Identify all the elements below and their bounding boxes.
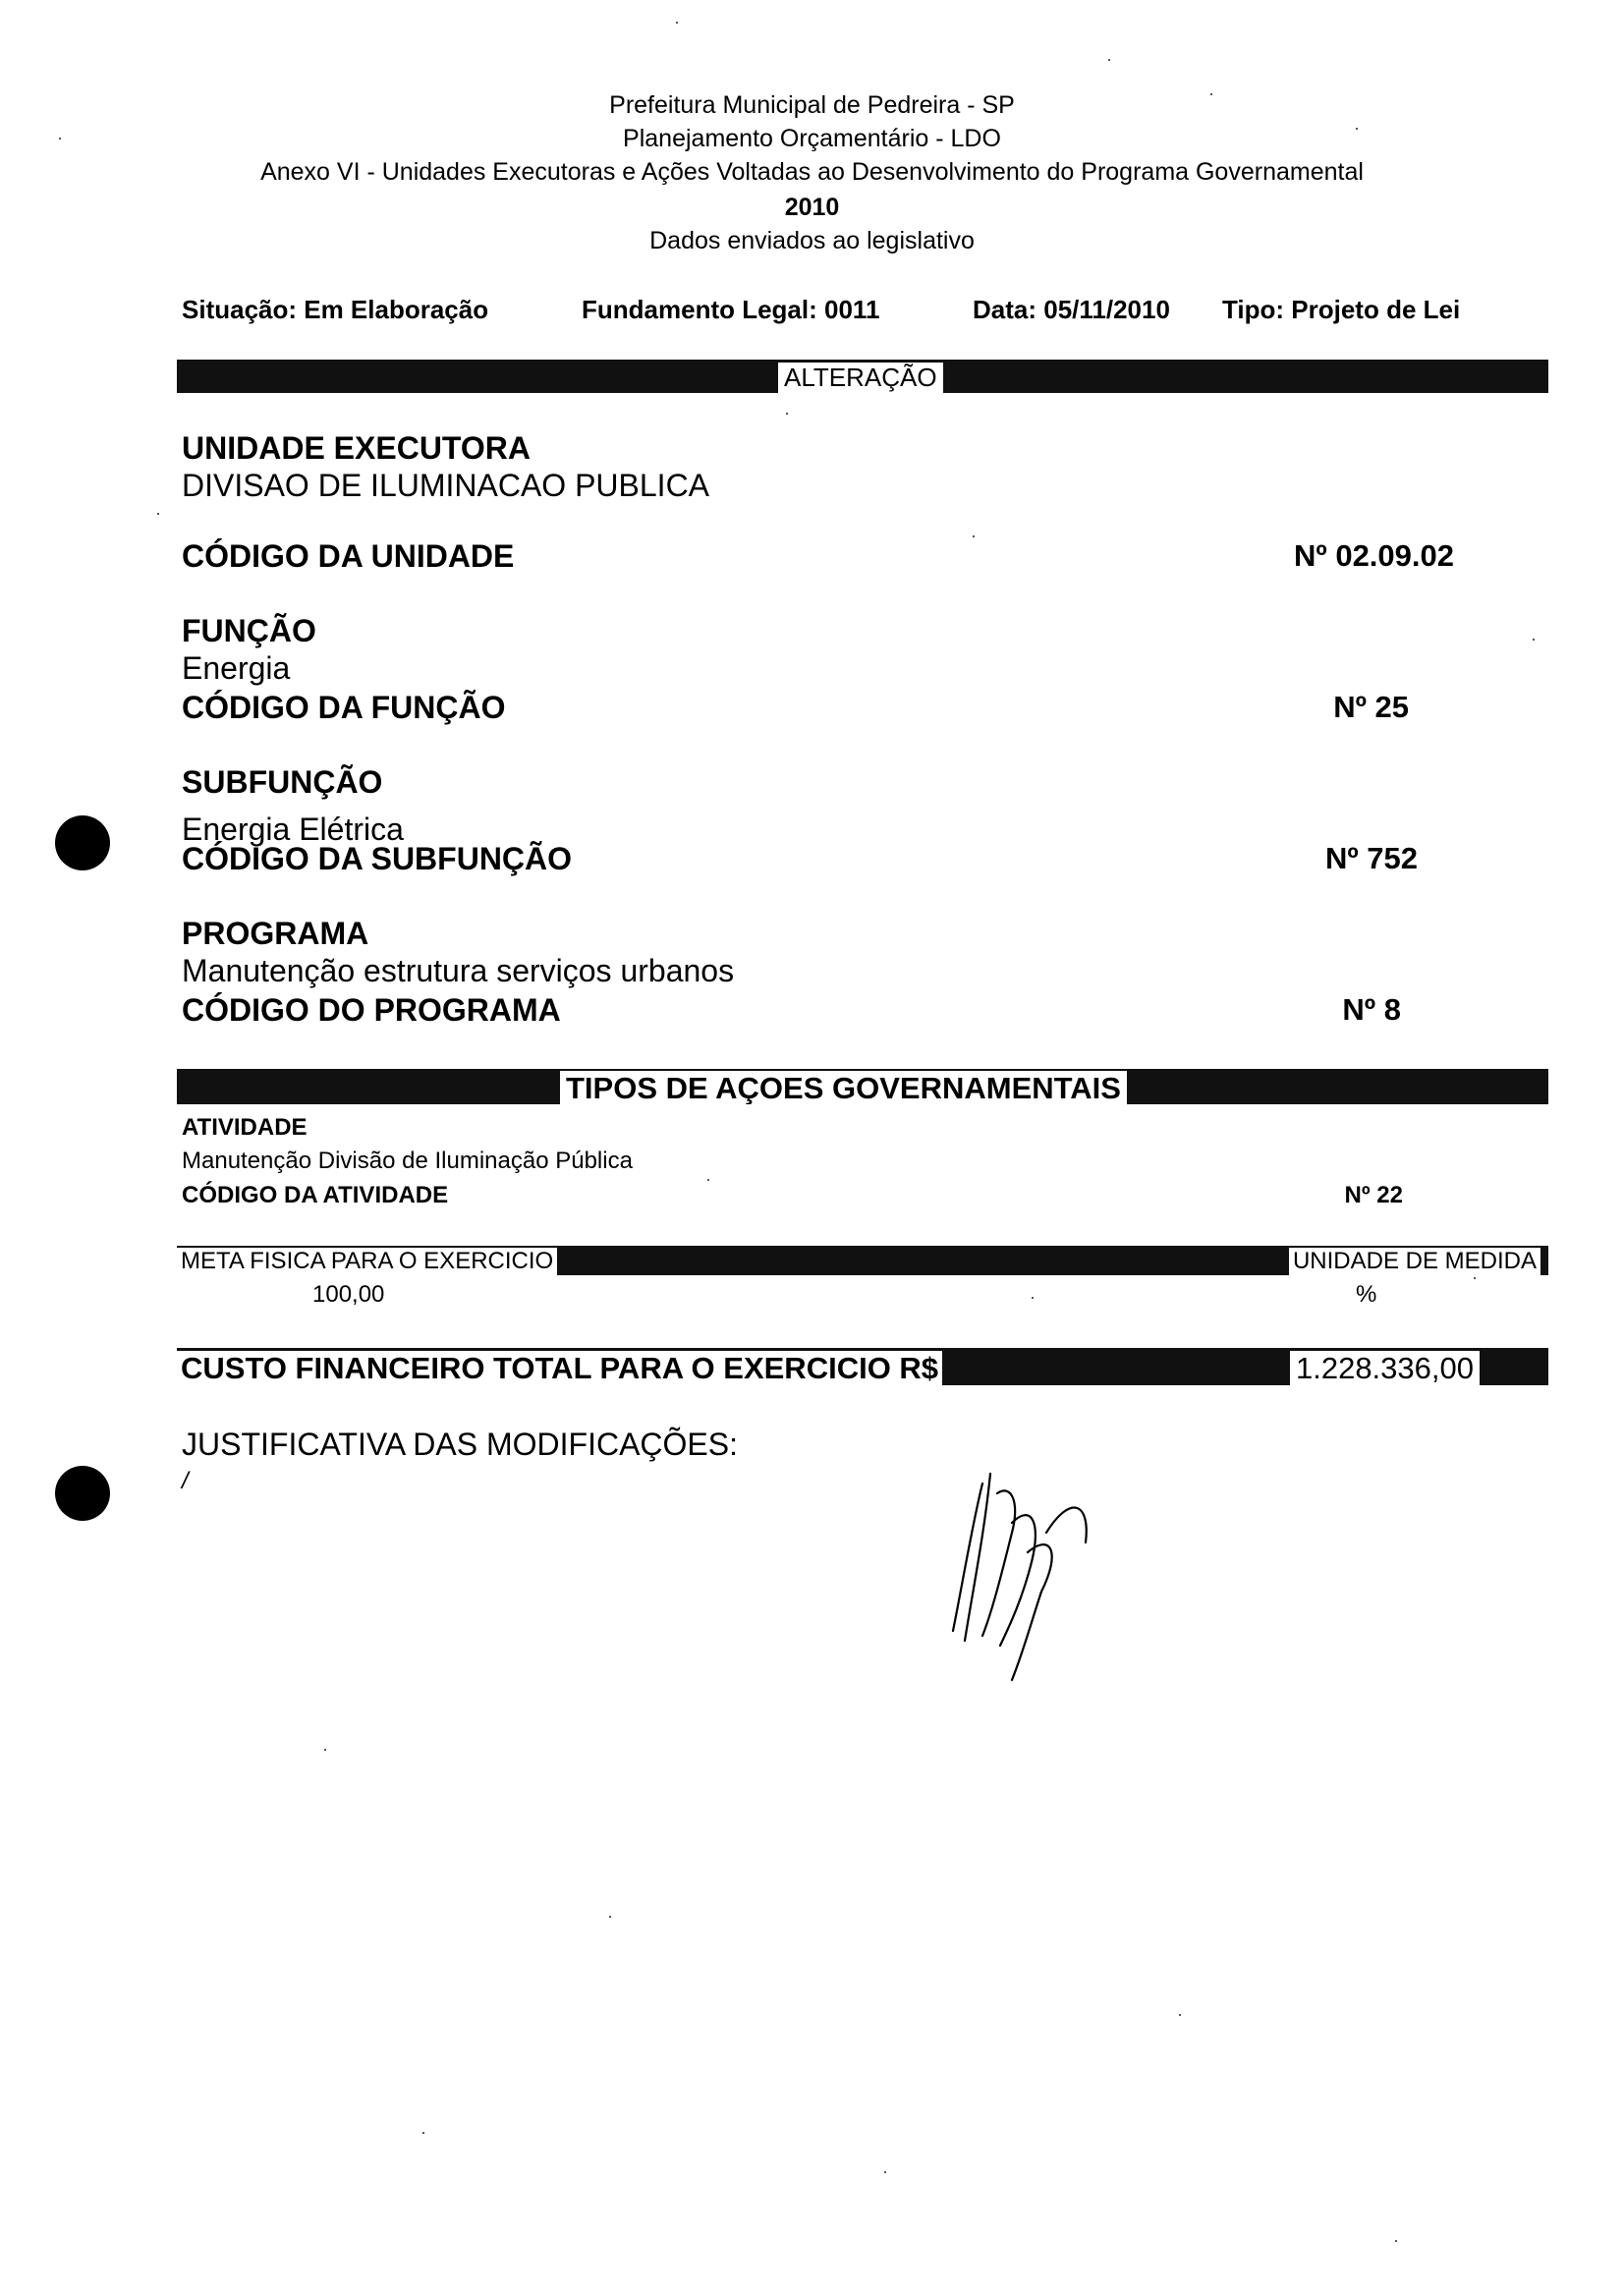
unidade-code-label: CÓDIGO DA UNIDADE bbox=[182, 538, 515, 574]
scan-speck bbox=[1108, 59, 1110, 61]
header-municipality: Prefeitura Municipal de Pedreira - SP bbox=[609, 91, 1015, 119]
unidade-heading: UNIDADE EXECUTORA bbox=[182, 430, 531, 466]
unidade-medida-value: % bbox=[1356, 1281, 1377, 1308]
tipos-acoes-label: TIPOS DE AÇOES GOVERNAMENTAIS bbox=[560, 1071, 1127, 1104]
scan-speck bbox=[324, 1749, 326, 1751]
header-annex: Anexo VI - Unidades Executoras e Ações Voltadas ao Desenvolvimento do Programa Governamental bbox=[260, 158, 1364, 186]
programa-code-value: Nº 8 bbox=[1342, 992, 1401, 1027]
scan-speck bbox=[157, 513, 159, 515]
custo-financeiro-label: CUSTO FINANCEIRO TOTAL PARA O EXERCICIO R$ bbox=[177, 1351, 942, 1385]
scan-speck bbox=[884, 2171, 886, 2173]
scan-speck bbox=[1179, 2014, 1181, 2016]
unidade-value: DIVISAO DE ILUMINACAO PUBLICA bbox=[182, 468, 710, 503]
programa-value: Manutenção estrutura serviços urbanos bbox=[182, 953, 735, 988]
header-status-note: Dados enviados ao legislativo bbox=[649, 227, 975, 254]
scan-speck bbox=[1395, 2240, 1397, 2242]
punch-hole-bottom bbox=[55, 1466, 110, 1521]
scan-speck bbox=[707, 1179, 709, 1181]
header-year: 2010 bbox=[784, 194, 840, 221]
atividade-heading: ATIVIDADE bbox=[182, 1114, 308, 1141]
subfuncao-heading: SUBFUNÇÃO bbox=[182, 764, 383, 800]
scan-speck bbox=[422, 2132, 424, 2134]
meta-fisica-value: 100,00 bbox=[312, 1281, 385, 1308]
tipos-acoes-bar bbox=[177, 1069, 1548, 1104]
unidade-medida-label: UNIDADE DE MEDIDA bbox=[1289, 1248, 1540, 1275]
meta-fisica-bar bbox=[177, 1246, 1548, 1275]
subfuncao-code-label: CÓDIGO DA SUBFUNÇÃO bbox=[182, 841, 573, 876]
funcao-code-label: CÓDIGO DA FUNÇÃO bbox=[182, 690, 506, 725]
meta-data: Data: 05/11/2010 bbox=[973, 295, 1170, 324]
alteracao-label: ALTERAÇÃO bbox=[778, 363, 943, 393]
custo-financeiro-value: 1.228.336,00 bbox=[1290, 1351, 1480, 1385]
alteracao-bar bbox=[177, 360, 1548, 393]
custo-financeiro-bar bbox=[177, 1348, 1548, 1385]
signature bbox=[943, 1464, 1120, 1690]
scan-speck bbox=[1032, 1297, 1034, 1299]
programa-heading: PROGRAMA bbox=[182, 916, 369, 951]
funcao-code-value: Nº 25 bbox=[1333, 690, 1409, 724]
scan-speck bbox=[1533, 639, 1535, 641]
header-planning: Planejamento Orçamentário - LDO bbox=[623, 125, 1001, 152]
programa-code-label: CÓDIGO DO PROGRAMA bbox=[182, 992, 561, 1028]
subfuncao-code-value: Nº 752 bbox=[1324, 841, 1418, 875]
subfuncao-value: Energia Elétrica bbox=[182, 812, 404, 847]
scan-speck bbox=[1474, 1277, 1476, 1279]
unidade-code-value: Nº 02.09.02 bbox=[1294, 538, 1454, 573]
atividade-code-label: CÓDIGO DA ATIVIDADE bbox=[182, 1182, 449, 1208]
scan-speck bbox=[786, 413, 788, 415]
meta-tipo: Tipo: Projeto de Lei bbox=[1222, 295, 1461, 324]
atividade-value: Manutenção Divisão de Iluminação Pública bbox=[182, 1148, 633, 1174]
scan-speck bbox=[676, 22, 678, 24]
justificativa-label: JUSTIFICATIVA DAS MODIFICAÇÕES: bbox=[182, 1427, 738, 1462]
meta-situacao: Situação: Em Elaboração bbox=[182, 295, 489, 324]
funcao-value: Energia bbox=[182, 650, 291, 686]
scan-speck bbox=[609, 1916, 611, 1918]
justificativa-value: / bbox=[182, 1468, 189, 1494]
scan-speck bbox=[973, 535, 975, 537]
meta-fisica-label: META FISICA PARA O EXERCICIO bbox=[177, 1248, 557, 1275]
punch-hole-top bbox=[55, 815, 110, 870]
funcao-heading: FUNÇÃO bbox=[182, 613, 316, 648]
meta-fundamento: Fundamento Legal: 0011 bbox=[582, 295, 880, 324]
atividade-code-value: Nº 22 bbox=[1344, 1182, 1403, 1208]
